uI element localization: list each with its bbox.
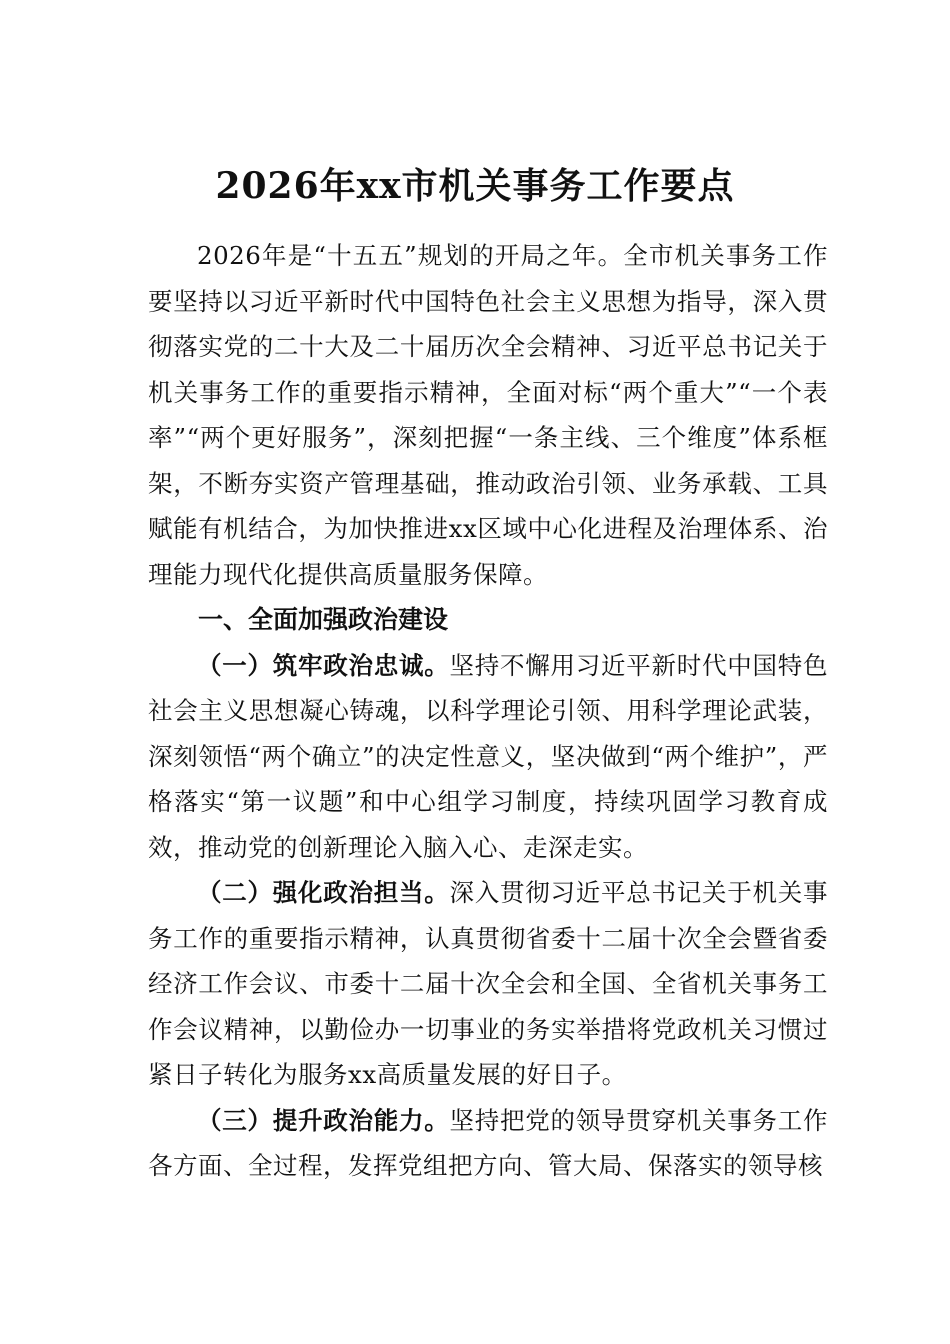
intro-paragraph: 2026年是“十五五”规划的开局之年。全市机关事务工作要坚持以习近平新时代中国特色社会主义思想为指导，深入贯彻落实党的二十大及二十届历次全会精神、习近平总书记关于机关事务工作的重要指示精神，全面对标“两个重大”“一个表率”“两个更好服务”，深刻把握“一条主线、三个维度”体系框架，不断夯实资产管理基础，推动政治引领、业务承载、工具赋能有机结合，为加快推进xx区域中心化进程及治理体系、治理能力现代化提供高质量服务保障。 (148, 241, 828, 589)
item-text-1: 坚持不懈用习近平新时代中国特色社会主义思想凝心铸魂，以科学理论引领、用科学理论武装，深刻领悟“两个确立”的决定性意义，坚决做到“两个维护”，严格落实“第一议题”和中心组学习制度，持续巩固学习教育成效，推动党的创新理论入脑入心、走深走实。 (148, 650, 828, 862)
item-text-2: 深入贯彻习近平总书记关于机关事务工作的重要指示精神，认真贯彻省委十二届十次全会暨省委经济工作会议、市委十二届十次全会和全国、全省机关事务工作会议精神，以勤俭办一切事业的务实举措将党政机关习惯过紧日子转化为服务xx高质量发展的好日子。 (148, 878, 828, 1089)
item-paragraph-1 (148, 643, 828, 871)
item-paragraph-2 (148, 870, 828, 1098)
document-title: 2026年xx市机关事务工作要点 (215, 165, 735, 208)
item-paragraph-3 (148, 1098, 828, 1189)
item-lead-1: （一）筑牢政治忠诚。 (197, 650, 450, 680)
item-text-3: 坚持把党的领导贯穿机关事务工作各方面、全过程，发挥党组把方向、管大局、保落实的领导核 (148, 1105, 828, 1180)
section-heading: 一、全面加强政治建设 (198, 605, 449, 634)
item-lead-2: （二）强化政治担当。 (197, 878, 450, 907)
item-lead-3: （三）提升政治能力。 (197, 1105, 450, 1135)
document-body (148, 233, 828, 1189)
